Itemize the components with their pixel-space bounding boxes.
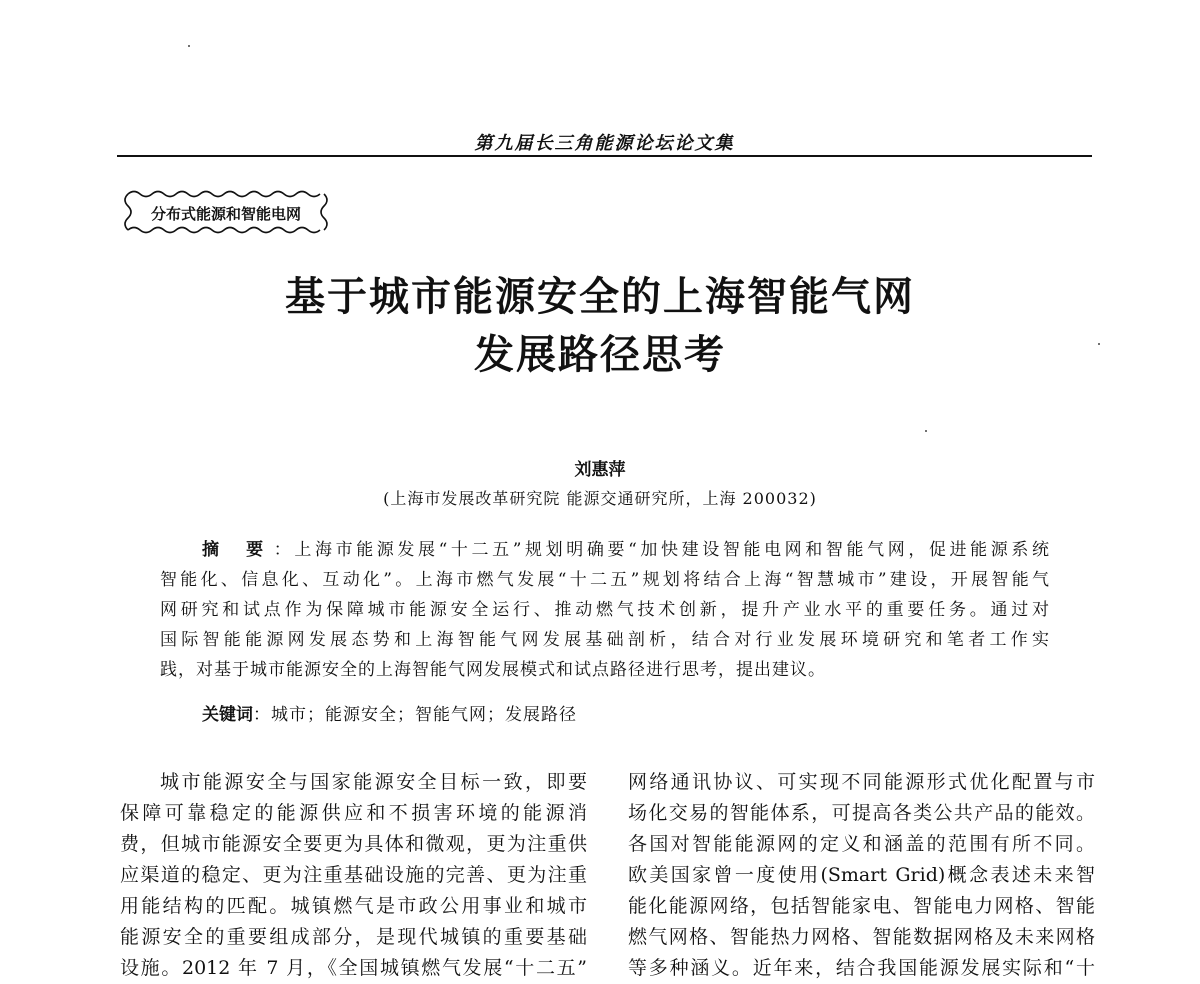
body-line: 欧美国家曾一度使用(Smart Grid)概念表述未来智 [628, 864, 1095, 886]
keywords-label: 关键词 [202, 705, 253, 725]
keywords [202, 700, 577, 730]
body-line: 场化交易的智能体系，可提高各类公共产品的能效。 [628, 802, 1095, 824]
body-line: 保障可靠稳定的能源供应和不损害环境的能源消 [120, 802, 587, 824]
body-line: 等多种涵义。近年来，结合我国能源发展实际和“十 [628, 957, 1095, 979]
scan-speck [925, 430, 927, 432]
abstract-line: 摘 要：上海市能源发展“十二五”规划明确要“加快建设智能电网和智能气网，促进能源系统 [202, 540, 1050, 560]
abstract-line: 国际智能能源网发展态势和上海智能气网发展基础剖析，结合对行业发展环境研究和笔者工作实 [160, 630, 1050, 650]
running-header: 第九届长三角能源论坛论文集 [474, 133, 735, 154]
abstract [160, 535, 1050, 685]
abstract-line: 智能化、信息化、互动化”。上海市燃气发展“十二五”规划将结合上海“智慧城市”建设，开展智能气 [160, 570, 1050, 590]
header-rule [117, 155, 1092, 157]
body-line: 燃气网格、智能热力网格、智能数据网格及未来网格 [628, 926, 1095, 948]
body-line: 能化能源网络，包括智能家电、智能电力网格、智能 [628, 895, 1095, 917]
scan-speck [1098, 343, 1100, 345]
author-name: 刘惠萍 [574, 460, 626, 480]
body-line: 能源安全的重要组成部分，是现代城镇的重要基础 [120, 926, 587, 948]
body-line: 各国对智能能源网的定义和涵盖的范围有所不同。 [628, 833, 1095, 855]
scan-speck [188, 45, 190, 47]
paper-title [0, 268, 1200, 384]
section-tag [120, 188, 332, 236]
body-line: 设施。2012 年 7 月，《全国城镇燃气发展“十二五” [120, 957, 587, 979]
body-line: 网络通讯协议、可实现不同能源形式优化配置与市 [628, 771, 1095, 793]
title-line-1: 基于城市能源安全的上海智能气网 [285, 274, 915, 320]
keywords-text: ：城市；能源安全；智能气网；发展路径 [253, 705, 577, 725]
abstract-line: 践，对基于城市能源安全的上海智能气网发展模式和试点路径进行思考，提出建议。 [160, 660, 826, 680]
abstract-line: 网研究和试点作为保障城市能源安全运行、推动燃气技术创新，提升产业水平的重要任务。通过对 [160, 600, 1050, 620]
section-tag-label: 分布式能源和智能电网 [150, 205, 301, 223]
body-column-right [628, 767, 1095, 984]
body-line: 费，但城市能源安全要更为具体和微观，更为注重供 [120, 833, 587, 855]
body-line: 用能结构的匹配。城镇燃气是市政公用事业和城市 [120, 895, 587, 917]
author-affiliation: (上海市发展改革研究院 能源交通研究所，上海 200032) [383, 489, 817, 508]
abstract-label: 摘 要 [202, 540, 274, 560]
body-line: 应渠道的稳定、更为注重基础设施的完善、更为注重 [120, 864, 587, 886]
body-line: 城市能源安全与国家能源安全目标一致，即要 [160, 771, 587, 793]
body-column-left [120, 767, 587, 984]
title-line-2: 发展路径思考 [474, 332, 726, 378]
